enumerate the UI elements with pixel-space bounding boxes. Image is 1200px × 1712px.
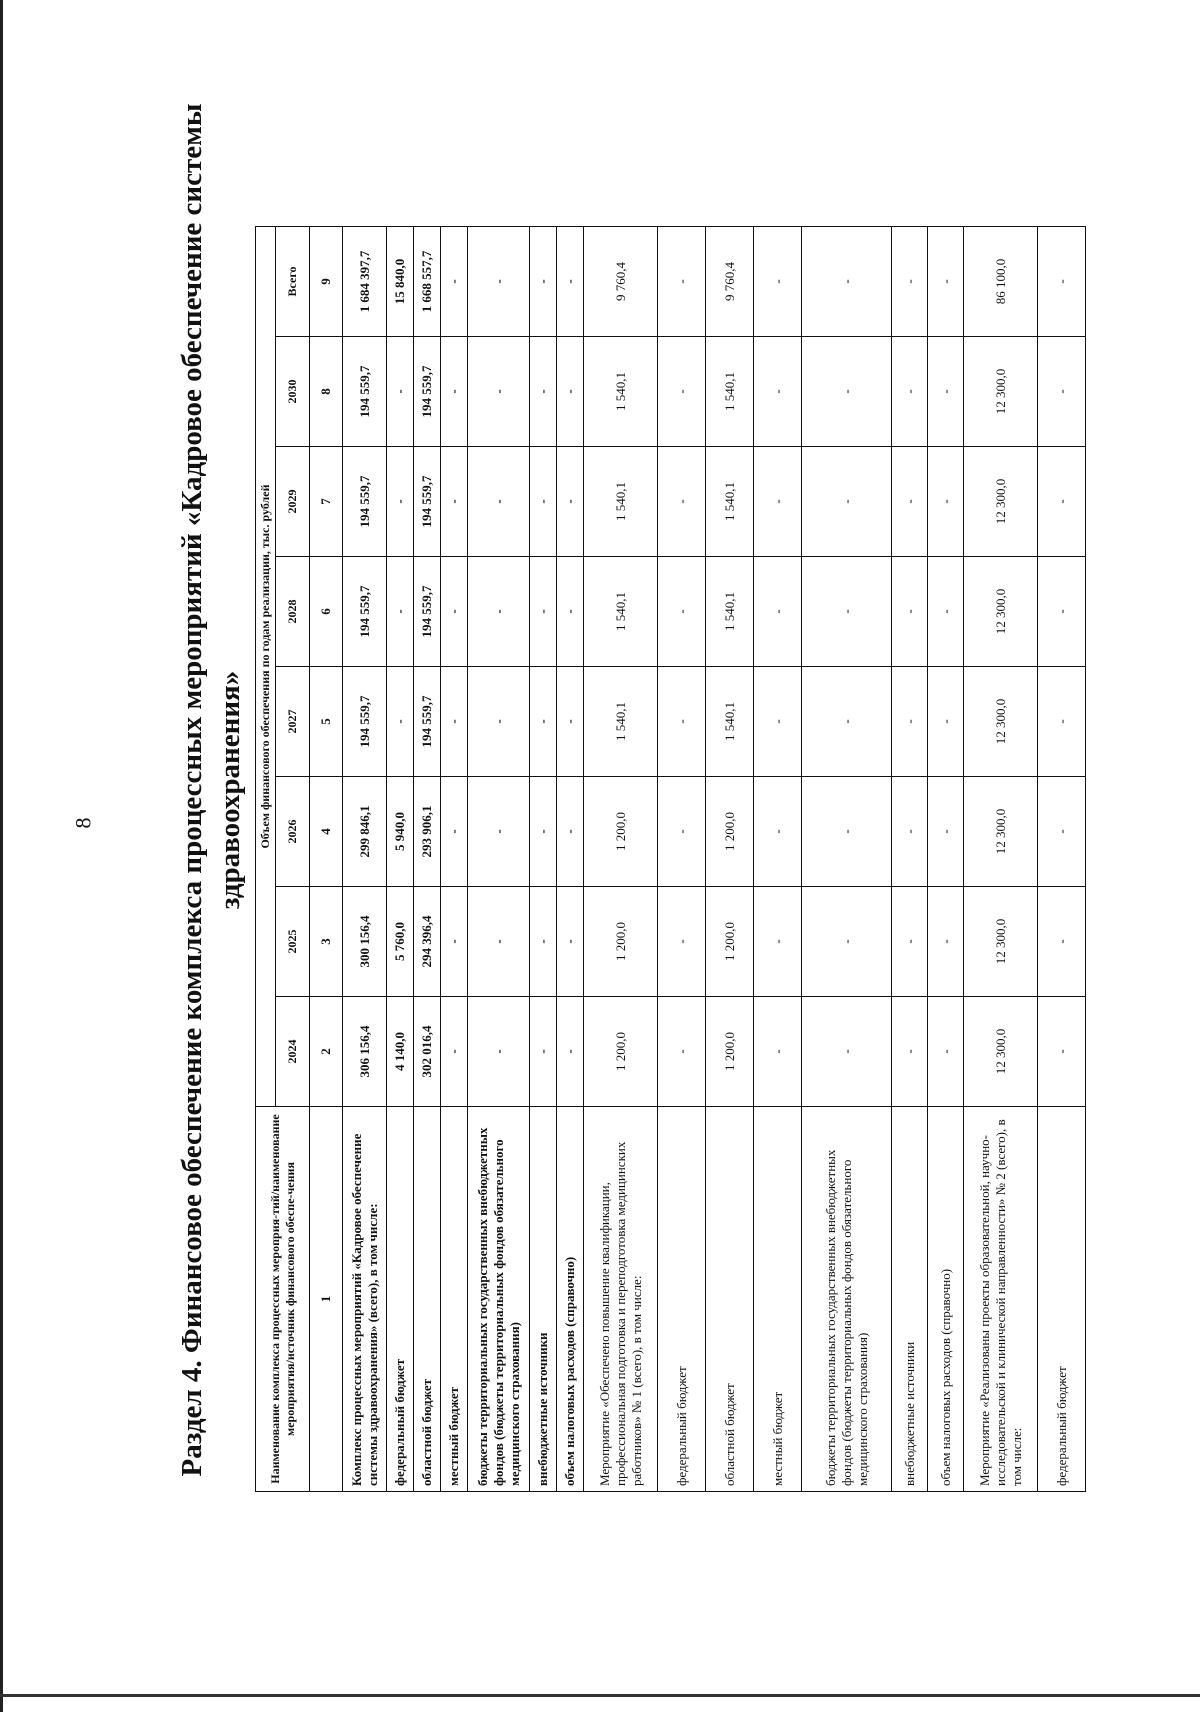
index-cell: 2 bbox=[310, 997, 343, 1107]
value-cell: - bbox=[441, 667, 468, 777]
index-cell: 7 bbox=[310, 447, 343, 557]
value-cell: - bbox=[530, 667, 557, 777]
value-cell: - bbox=[658, 777, 706, 887]
value-cell: 12 300,0 bbox=[964, 557, 1038, 667]
value-cell: 12 300,0 bbox=[964, 447, 1038, 557]
value-cell: - bbox=[928, 997, 964, 1107]
value-cell: 1 540,1 bbox=[706, 337, 754, 447]
value-cell: - bbox=[557, 227, 584, 337]
value-cell: - bbox=[1038, 447, 1086, 557]
value-cell: - bbox=[658, 447, 706, 557]
table-row bbox=[928, 227, 964, 1492]
value-cell: 12 300,0 bbox=[964, 777, 1038, 887]
value-cell: 1 200,0 bbox=[584, 997, 658, 1107]
value-cell: 300 156,4 bbox=[343, 887, 387, 997]
value-cell: - bbox=[892, 557, 928, 667]
value-cell: - bbox=[658, 557, 706, 667]
value-cell: - bbox=[658, 337, 706, 447]
row-name: объем налоговых расходов (справочно) bbox=[928, 1107, 964, 1492]
table-row bbox=[658, 227, 706, 1492]
col-group-header: Объем финансового обеспечения по годам реализации, тыс. рублей bbox=[256, 227, 276, 1107]
value-cell: 194 559,7 bbox=[414, 667, 441, 777]
value-cell: 9 760,4 bbox=[706, 227, 754, 337]
row-name: бюджеты территориальных государственных внебюджетных фондов (бюджеты территориальных фондов обязательного медицинского страхования) bbox=[468, 1107, 530, 1492]
value-cell: - bbox=[892, 667, 928, 777]
page-number: 8 bbox=[70, 817, 96, 829]
row-name: федеральный бюджет bbox=[387, 1107, 414, 1492]
value-cell: 1 540,1 bbox=[584, 447, 658, 557]
value-cell: 299 846,1 bbox=[343, 777, 387, 887]
row-name: местный бюджет bbox=[441, 1107, 468, 1492]
index-cell: 1 bbox=[310, 1107, 343, 1492]
row-name: федеральный бюджет bbox=[658, 1107, 706, 1492]
value-cell: - bbox=[441, 447, 468, 557]
row-name: Мероприятие «Реализованы проекты образовательной, научно-исследовательской и клинической направленности» № 2 (всего), в том числе: bbox=[964, 1107, 1038, 1492]
value-cell: 12 300,0 bbox=[964, 997, 1038, 1107]
value-cell: - bbox=[928, 337, 964, 447]
value-cell: 1 540,1 bbox=[706, 447, 754, 557]
value-cell: - bbox=[1038, 997, 1086, 1107]
year-header: 2026 bbox=[276, 777, 310, 887]
value-cell: - bbox=[468, 887, 530, 997]
row-name: федеральный бюджет bbox=[1038, 1107, 1086, 1492]
value-cell: - bbox=[658, 887, 706, 997]
scan-edge-bottom bbox=[0, 1694, 1200, 1697]
value-cell: 1 684 397,7 bbox=[343, 227, 387, 337]
value-cell: - bbox=[441, 887, 468, 997]
row-name: местный бюджет bbox=[754, 1107, 802, 1492]
value-cell: - bbox=[530, 887, 557, 997]
table-row bbox=[441, 227, 468, 1492]
value-cell: - bbox=[441, 227, 468, 337]
value-cell: 194 559,7 bbox=[343, 447, 387, 557]
value-cell: - bbox=[468, 667, 530, 777]
value-cell: - bbox=[557, 667, 584, 777]
table-row bbox=[414, 227, 441, 1492]
value-cell: - bbox=[530, 557, 557, 667]
value-cell: - bbox=[468, 557, 530, 667]
index-cell: 4 bbox=[310, 777, 343, 887]
financing-table bbox=[255, 226, 1086, 1492]
value-cell: - bbox=[892, 887, 928, 997]
value-cell: - bbox=[387, 447, 414, 557]
row-name: внебюджетные источники bbox=[892, 1107, 928, 1492]
value-cell: - bbox=[468, 227, 530, 337]
table-row bbox=[706, 227, 754, 1492]
value-cell: 86 100,0 bbox=[964, 227, 1038, 337]
value-cell: - bbox=[754, 887, 802, 997]
col-name-header: Наименование комплекса процессных мероприя-тий/наименование мероприятия/источник финансового обеспе-чения bbox=[256, 1107, 310, 1492]
value-cell: 293 906,1 bbox=[414, 777, 441, 887]
value-cell: 1 540,1 bbox=[706, 557, 754, 667]
value-cell: - bbox=[387, 667, 414, 777]
value-cell: - bbox=[754, 997, 802, 1107]
row-name: бюджеты территориальных государственных внебюджетных фондов (бюджеты территориальных фондов обязательного медицинского страхования) bbox=[802, 1107, 892, 1492]
value-cell: - bbox=[441, 997, 468, 1107]
value-cell: - bbox=[557, 557, 584, 667]
value-cell: 1 668 557,7 bbox=[414, 227, 441, 337]
value-cell: - bbox=[802, 447, 892, 557]
year-header: 2025 bbox=[276, 887, 310, 997]
total-header: Всего bbox=[276, 227, 310, 337]
row-name: Мероприятие «Обеспечено повышение квалификации, профессиональная подготовка и переподготовка медицинских работников» № 1 (всего), в том числе: bbox=[584, 1107, 658, 1492]
value-cell: 1 200,0 bbox=[706, 887, 754, 997]
row-name: внебюджетные источники bbox=[530, 1107, 557, 1492]
value-cell: 194 559,7 bbox=[343, 557, 387, 667]
row-name: областной бюджет bbox=[414, 1107, 441, 1492]
table-row bbox=[343, 227, 387, 1492]
value-cell: 1 200,0 bbox=[706, 997, 754, 1107]
table-row bbox=[530, 227, 557, 1492]
value-cell: 306 156,4 bbox=[343, 997, 387, 1107]
table-row bbox=[468, 227, 530, 1492]
value-cell: - bbox=[802, 337, 892, 447]
value-cell: 12 300,0 bbox=[964, 337, 1038, 447]
value-cell: 194 559,7 bbox=[414, 337, 441, 447]
value-cell: - bbox=[1038, 667, 1086, 777]
value-cell: - bbox=[802, 667, 892, 777]
value-cell: 1 540,1 bbox=[706, 667, 754, 777]
value-cell: - bbox=[530, 337, 557, 447]
value-cell: - bbox=[802, 997, 892, 1107]
value-cell: - bbox=[1038, 887, 1086, 997]
value-cell: 302 016,4 bbox=[414, 997, 441, 1107]
index-cell: 3 bbox=[310, 887, 343, 997]
value-cell: - bbox=[754, 447, 802, 557]
value-cell: - bbox=[1038, 557, 1086, 667]
value-cell: - bbox=[802, 777, 892, 887]
value-cell: - bbox=[754, 557, 802, 667]
value-cell: - bbox=[928, 227, 964, 337]
value-cell: - bbox=[530, 227, 557, 337]
value-cell: 1 200,0 bbox=[584, 887, 658, 997]
value-cell: 9 760,4 bbox=[584, 227, 658, 337]
value-cell: 12 300,0 bbox=[964, 887, 1038, 997]
value-cell: - bbox=[557, 997, 584, 1107]
value-cell: - bbox=[557, 777, 584, 887]
value-cell: - bbox=[1038, 337, 1086, 447]
table-row bbox=[387, 227, 414, 1492]
value-cell: - bbox=[468, 447, 530, 557]
value-cell: - bbox=[387, 557, 414, 667]
row-name: Комплекс процессных мероприятий «Кадровое обеспечение системы здравоохранения» (всего), в том числе: bbox=[343, 1107, 387, 1492]
value-cell: - bbox=[928, 447, 964, 557]
value-cell: 1 200,0 bbox=[706, 777, 754, 887]
table-row bbox=[1038, 227, 1086, 1492]
value-cell: - bbox=[892, 997, 928, 1107]
value-cell: 194 559,7 bbox=[343, 337, 387, 447]
value-cell: - bbox=[892, 337, 928, 447]
year-header: 2027 bbox=[276, 667, 310, 777]
value-cell: - bbox=[441, 337, 468, 447]
value-cell: - bbox=[928, 887, 964, 997]
year-header: 2028 bbox=[276, 557, 310, 667]
value-cell: - bbox=[658, 667, 706, 777]
value-cell: 194 559,7 bbox=[343, 667, 387, 777]
index-cell: 8 bbox=[310, 337, 343, 447]
value-cell: 194 559,7 bbox=[414, 557, 441, 667]
value-cell: - bbox=[441, 557, 468, 667]
value-cell: - bbox=[754, 227, 802, 337]
value-cell: - bbox=[468, 337, 530, 447]
value-cell: - bbox=[468, 997, 530, 1107]
value-cell: 1 540,1 bbox=[584, 337, 658, 447]
value-cell: 4 140,0 bbox=[387, 997, 414, 1107]
index-cell: 6 bbox=[310, 557, 343, 667]
value-cell: - bbox=[557, 887, 584, 997]
value-cell: - bbox=[802, 887, 892, 997]
row-name: объем налоговых расходов (справочно) bbox=[557, 1107, 584, 1492]
table-row bbox=[802, 227, 892, 1492]
row-name: областной бюджет bbox=[706, 1107, 754, 1492]
value-cell: - bbox=[530, 997, 557, 1107]
value-cell: 5 940,0 bbox=[387, 777, 414, 887]
year-header: 2024 bbox=[276, 997, 310, 1107]
value-cell: 294 396,4 bbox=[414, 887, 441, 997]
value-cell: 5 760,0 bbox=[387, 887, 414, 997]
value-cell: - bbox=[892, 227, 928, 337]
year-header: 2030 bbox=[276, 337, 310, 447]
value-cell: - bbox=[928, 667, 964, 777]
rotated-page-content bbox=[165, 80, 1165, 1500]
value-cell: - bbox=[530, 777, 557, 887]
value-cell: - bbox=[892, 777, 928, 887]
value-cell: - bbox=[468, 777, 530, 887]
table-row bbox=[754, 227, 802, 1492]
value-cell: - bbox=[802, 557, 892, 667]
value-cell: - bbox=[387, 337, 414, 447]
value-cell: - bbox=[658, 997, 706, 1107]
value-cell: 15 840,0 bbox=[387, 227, 414, 337]
value-cell: 1 540,1 bbox=[584, 557, 658, 667]
value-cell: - bbox=[1038, 777, 1086, 887]
value-cell: - bbox=[754, 667, 802, 777]
value-cell: - bbox=[802, 227, 892, 337]
index-cell: 9 bbox=[310, 227, 343, 337]
value-cell: - bbox=[754, 337, 802, 447]
value-cell: 12 300,0 bbox=[964, 667, 1038, 777]
value-cell: - bbox=[1038, 227, 1086, 337]
value-cell: 1 200,0 bbox=[584, 777, 658, 887]
table-row bbox=[892, 227, 928, 1492]
value-cell: - bbox=[928, 777, 964, 887]
year-header: 2029 bbox=[276, 447, 310, 557]
value-cell: - bbox=[557, 447, 584, 557]
table-row bbox=[557, 227, 584, 1492]
value-cell: - bbox=[530, 447, 557, 557]
value-cell: - bbox=[658, 227, 706, 337]
section-heading: Раздел 4. Финансовое обеспечение комплекса процессных мероприятий «Кадровое обеспечение системы здравоохранения» bbox=[176, 103, 246, 1477]
table-row bbox=[584, 227, 658, 1492]
value-cell: 1 540,1 bbox=[584, 667, 658, 777]
value-cell: - bbox=[754, 777, 802, 887]
value-cell: 194 559,7 bbox=[414, 447, 441, 557]
value-cell: - bbox=[441, 777, 468, 887]
scan-edge-left bbox=[0, 0, 3, 1712]
value-cell: - bbox=[928, 557, 964, 667]
value-cell: - bbox=[892, 447, 928, 557]
index-cell: 5 bbox=[310, 667, 343, 777]
value-cell: - bbox=[557, 337, 584, 447]
table-row bbox=[964, 227, 1038, 1492]
